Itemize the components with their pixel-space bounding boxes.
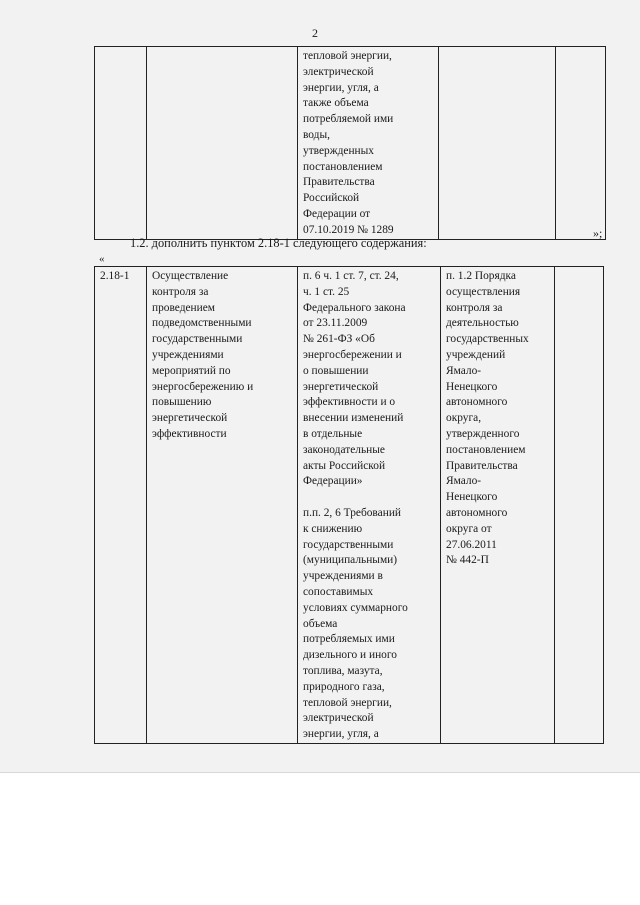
cell-text-line: постановлением [303,160,383,173]
cell-text-line: Федерации» [303,475,363,488]
cell-text-line: к снижению [303,522,363,535]
cell-text-line: утвержденного [446,427,520,440]
cell-text-line: ч. 1 ст. 25 [303,285,350,298]
cell-text-line: Ямало- [446,475,482,488]
cell-text-line: акты Российской [303,459,386,472]
cell-text-line: округа, [446,412,482,425]
cell-regional-act [441,267,555,744]
cell-text-line: электрической [303,712,374,725]
cell-text-line: п.п. 2, 6 Требований [303,506,402,519]
cell-text-line: сопоставимых [303,585,374,598]
cell-text-line: утвержденных [303,144,374,157]
cell-text-line: потребляемой ими [303,113,394,126]
cell-text-line: автономного [446,506,508,519]
cell-text-line: тепловой энергии, [303,50,392,62]
page-number: 2 [312,26,318,40]
cell-text-line: топлива, мазута, [303,664,383,677]
cell-text-line: Российской [303,192,360,205]
cell-text-line: энергетической [152,412,228,425]
cell-text-line: дизельного и иного [303,649,397,662]
cell-text-line: законодательные [303,443,385,456]
cell-text-line: осуществления [446,285,521,298]
cell-text-line: учреждениями [152,348,224,361]
cell-text-line: деятельностью [446,317,519,330]
paragraph-gap [303,490,436,506]
cell-text-line: объема [303,617,338,630]
cell-text-line: государственных [446,333,529,346]
cell-text-line: Правительства [303,176,375,189]
cell-text-line: энергетической [303,380,379,393]
cell-number [95,47,147,240]
cell-regional-act [439,47,556,240]
cell-text-line: повышению [152,396,212,409]
cell-text-line: эффективности [152,427,227,440]
cell-text-line: п. 1.2 Порядка [446,270,516,282]
cell-text-line: энергосбережению и [152,380,254,393]
table-new-item [94,266,604,744]
cell-empty [556,47,606,240]
cell-number: 2.18-1 [95,267,147,744]
cell-text-line: условиях суммарного [303,601,408,614]
cell-text-line: учреждениями в [303,570,383,583]
cell-text-line: № 442-П [446,554,489,567]
amendment-paragraph: 1.2. дополнить пунктом 2.18-1 следующего содержания: [130,236,427,250]
cell-text-line: потребляемых ими [303,633,395,646]
cell-text-line: контроля за [152,285,209,298]
cell-text-line: Ненецкого [446,380,498,393]
cell-name [147,267,298,744]
cell-text-line: о повышении [303,364,369,377]
closing-quote: »; [593,226,603,240]
cell-text-line: 27.06.2011 [446,538,497,551]
cell-legal-basis [298,267,441,744]
cell-text-line: Ямало- [446,364,482,377]
cell-text-line: мероприятий по [152,364,231,377]
cell-text-line: контроля за [446,301,503,314]
cell-text-line: (муниципальными) [303,554,398,567]
cell-text-line: Правительства [446,459,518,472]
cell-text-line: постановлением [446,443,526,456]
cell-text-line: электрической [303,65,374,78]
cell-text-line: государственными [303,538,394,551]
cell-text-line: от 23.11.2009 [303,317,368,330]
cell-text-line: проведением [152,301,216,314]
cell-text-line: энергосбережении и [303,348,402,361]
cell-text-line: Федерации от [303,207,371,220]
cell-text-line: 07.10.2019 № 1289 [303,223,394,236]
cell-text-line: подведомственными [152,317,252,330]
cell-text-line: природного газа, [303,680,385,693]
table-row [95,47,606,240]
cell-text-line: энергии, угля, а [303,81,379,94]
cell-text-line: тепловой энергии, [303,696,392,709]
cell-text-line: п. 6 ч. 1 ст. 7, ст. 24, [303,270,399,282]
cell-text-line: Ненецкого [446,491,498,504]
table-row [95,267,604,744]
cell-empty [555,267,604,744]
cell-text-line: № 261-ФЗ «Об [303,333,375,346]
cell-text-line: автономного [446,396,508,409]
cell-text-line: округа от [446,522,492,535]
cell-text-line: учреждений [446,348,506,361]
opening-quote: « [99,253,105,265]
cell-name [147,47,298,240]
cell-legal-basis [298,47,439,240]
cell-text-line: Федерального закона [303,301,406,314]
cell-text-line: Осуществление [152,270,229,282]
cell-text-line: также объема [303,97,369,110]
cell-text-line: государственными [152,333,243,346]
cell-text-line: энергии, угля, а [303,728,379,741]
cell-text-line: в отдельные [303,427,363,440]
cell-text-line: эффективности и о [303,396,396,409]
cell-text-line: внесении изменений [303,412,404,425]
table-continuation [94,46,606,240]
cell-text-line: воды, [303,128,330,141]
